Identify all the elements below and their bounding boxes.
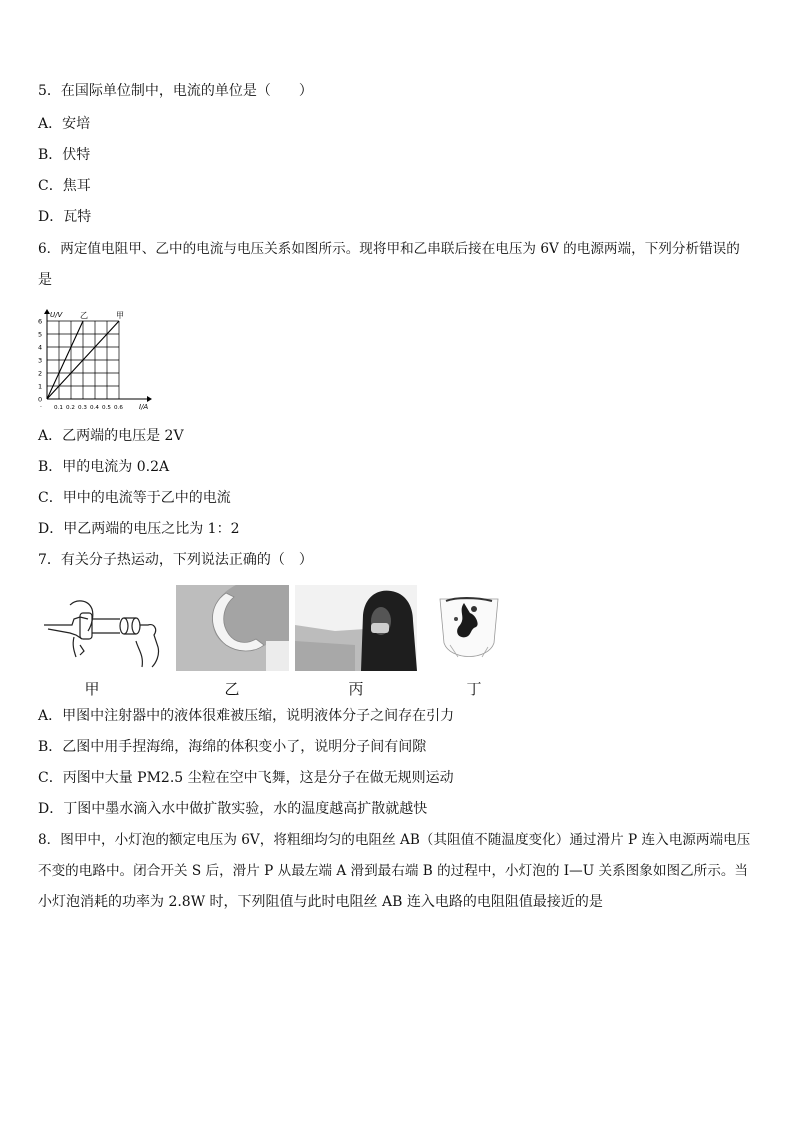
q8-line2: 不变的电路中。闭合开关 S 后，滑片 P 从最左端 A 滑到最右端 B 的过程中，小灯泡的 I—U 关系图象如图乙所示。当 [38, 863, 749, 879]
x-axis-label: I/A [139, 403, 149, 411]
q8-line1: 8．图甲中，小灯泡的额定电压为 6V，将粗细均匀的电阻丝 AB（其阻值不随温度变化）通过滑片 P 连入电源两端电压 [38, 832, 751, 848]
q7-option-a: A．甲图中注射器中的液体很难被压缩，说明液体分子之间存在引力 [38, 708, 455, 724]
q6-option-c: C．甲中的电流等于乙中的电流 [38, 490, 231, 506]
q7-option-b: B．乙图中用手捏海绵，海绵的体积变小了，说明分子间有间隙 [38, 739, 427, 755]
q6-stem-line2: 是 [38, 272, 52, 288]
figure-jia-syringe [40, 585, 168, 671]
origin-mark: · [40, 404, 42, 411]
pm25-photo [295, 585, 417, 671]
figure-label-yi: 乙 [224, 680, 240, 698]
q7-option-c: C．丙图中大量 PM2.5 尘粒在空中飞舞，这是分子在做无规则运动 [38, 770, 454, 786]
ink-diffusion-photo [436, 585, 502, 671]
x-tick-label: 0.1 [54, 405, 63, 411]
series-label: 甲 [116, 311, 124, 320]
q5-option-b: B．伏特 [38, 147, 91, 163]
q5-option-d: D．瓦特 [38, 209, 92, 225]
iu-chart-svg [36, 308, 156, 412]
y-tick-label: 6 [38, 317, 43, 326]
q7-stem: 7．有关分子热运动，下列说法正确的（ ） [38, 552, 313, 568]
q6-option-b: B．甲的电流为 0.2A [38, 459, 170, 475]
y-tick-label: 2 [38, 369, 43, 378]
figure-label-ding: 丁 [466, 680, 482, 698]
x-tick-label: 0.6 [114, 405, 123, 411]
figure-ding-ink [436, 585, 502, 671]
series-label: 乙 [80, 311, 88, 320]
x-axis-arrow [147, 396, 152, 402]
y-tick-label: 4 [38, 343, 43, 352]
iu-chart [36, 308, 156, 412]
y-tick-label: 5 [38, 330, 43, 339]
figure-yi-sponge [176, 585, 289, 671]
x-tick-label: 0.3 [78, 405, 87, 411]
q5-option-a: A．安培 [38, 116, 91, 132]
q6-option-d: D．甲乙两端的电压之比为 1：2 [38, 521, 240, 537]
figure-label-jia: 甲 [84, 680, 100, 698]
q8-line3: 小灯泡消耗的功率为 2.8W 时，下列阻值与此时电阻丝 AB 连入电路的电阻阻值最接近的是 [38, 894, 603, 910]
x-tick-label: 0.2 [66, 405, 75, 411]
figure-bing-pm25 [295, 585, 417, 671]
figure-label-bing: 丙 [348, 680, 364, 698]
q7-option-d: D．丁图中墨水滴入水中做扩散实验，水的温度越高扩散就越快 [38, 801, 428, 817]
y-tick-label: 3 [38, 356, 43, 365]
x-tick-label: 0.5 [102, 405, 111, 411]
syringe-drawing [40, 585, 168, 671]
chart-axes [44, 309, 152, 402]
q6-option-a: A．乙两端的电压是 2V [38, 428, 184, 444]
y-axis-label: U/V [50, 311, 63, 319]
q6-stem-line1: 6．两定值电阻甲、乙中的电流与电压关系如图所示。现将甲和乙串联后接在电压为 6V 的电源两端，下列分析错误的 [38, 241, 740, 257]
q5-stem: 5．在国际单位制中，电流的单位是（ ） [38, 83, 313, 99]
y-tick-label: 1 [38, 382, 43, 391]
q5-option-c: C．焦耳 [38, 178, 91, 194]
x-tick-label: 0.4 [90, 405, 99, 411]
sponge-photo [176, 585, 289, 671]
y-tick-label: 0 [38, 395, 43, 404]
